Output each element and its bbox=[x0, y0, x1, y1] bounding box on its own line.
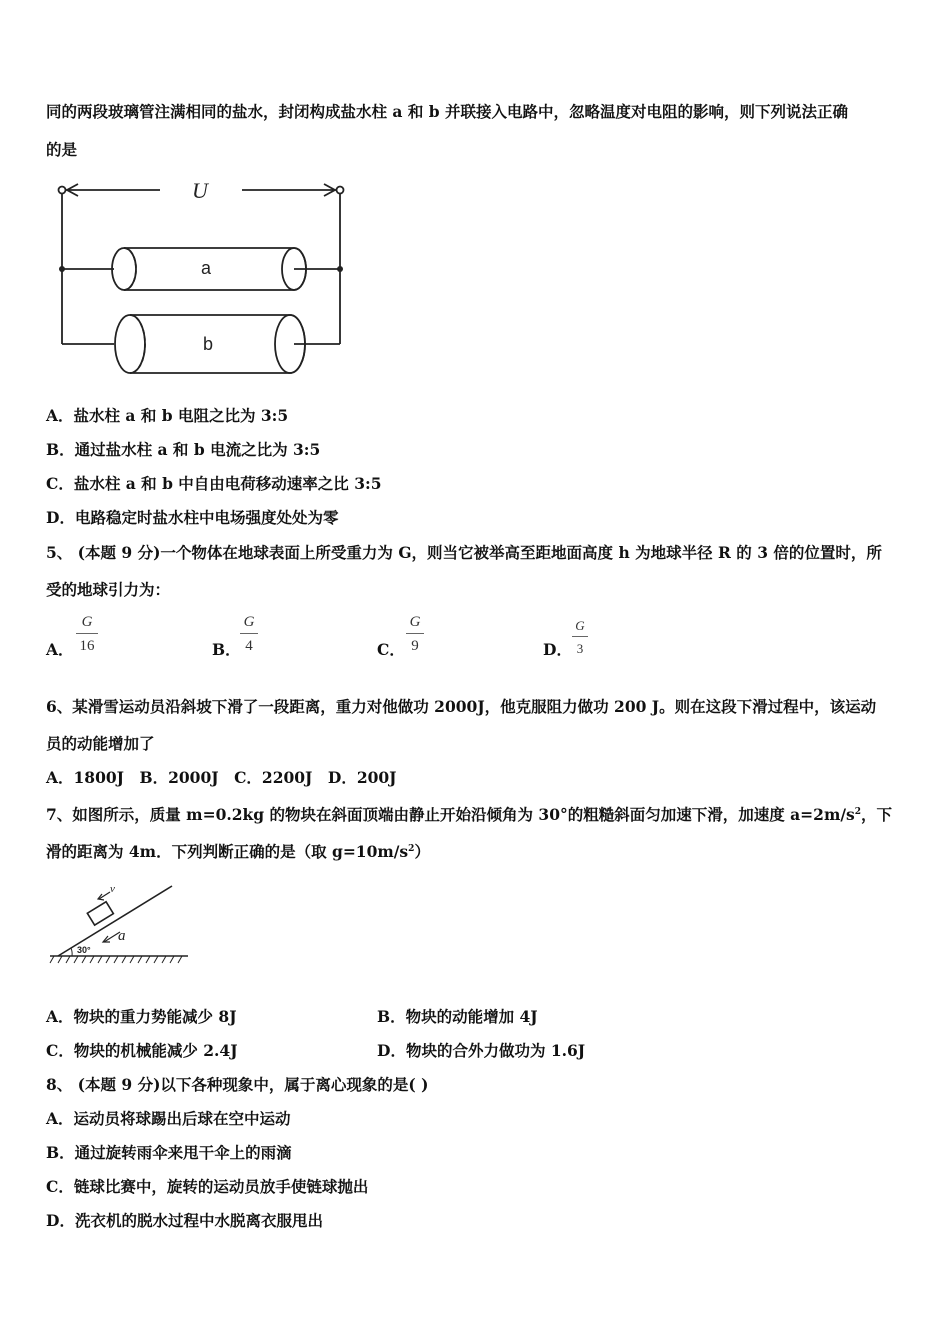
q4-option-a: A．盐水柱 a 和 b 电阻之比为 3:5 bbox=[46, 406, 289, 425]
q7-option-b: B．物块的动能增加 4J bbox=[377, 1007, 538, 1026]
q7-stem-line2-text: 滑的距离为 4m．下列判断正确的是（取 g=10m/s bbox=[46, 842, 409, 861]
q7-stem-line1-text: 7、如图所示，质量 m=0.2kg 的物块在斜面顶端由静止开始沿倾角为 30°的粗糙斜面匀加速下滑，加速度 a=2m/s bbox=[46, 805, 855, 824]
q7-option-a: A．物块的重力势能减少 8J bbox=[46, 1007, 237, 1026]
q5-option-a-denominator: 16 bbox=[79, 638, 95, 654]
q5-option-a-label: A． bbox=[46, 640, 74, 659]
q4-circuit-diagram bbox=[50, 172, 360, 390]
q5-option-a-numerator: G bbox=[76, 614, 98, 634]
angle-label: 30° bbox=[77, 945, 91, 955]
q5-option-c-denominator: 9 bbox=[411, 638, 419, 654]
q4-option-c: C．盐水柱 a 和 b 中自由电荷移动速率之比 3:5 bbox=[46, 474, 382, 493]
q7-option-c: C．物块的机械能减少 2.4J bbox=[46, 1041, 238, 1060]
accel-label: a bbox=[118, 928, 126, 944]
q5-option-a-fraction bbox=[76, 614, 98, 655]
q8-stem: 8、 (本题 9 分)以下各种现象中，属于离心现象的是( ) bbox=[46, 1075, 429, 1094]
q6-stem-line2: 员的动能增加了 bbox=[46, 734, 155, 753]
q8-option-b: B．通过旋转雨伞来甩干伞上的雨滴 bbox=[46, 1143, 292, 1162]
q5-option-b-numerator: G bbox=[240, 614, 258, 634]
q7-stem-line1-sup: 2 bbox=[854, 807, 861, 817]
q4-stem-line1: 同的两段玻璃管注满相同的盐水，封闭构成盐水柱 a 和 b 并联接入电路中，忽略温度对电阻的影响，则下列说法正确 bbox=[46, 102, 848, 121]
q7-stem-line2-sup: 2 bbox=[408, 844, 415, 854]
q7-stem-line2-tail: ） bbox=[414, 842, 430, 861]
q5-option-c-fraction bbox=[406, 614, 424, 655]
q4-stem-line2: 的是 bbox=[46, 140, 78, 159]
q5-option-d-fraction bbox=[572, 618, 588, 657]
q8-option-a: A．运动员将球踢出后球在空中运动 bbox=[46, 1109, 291, 1128]
q4-option-d: D．电路稳定时盐水柱中电场强度处处为零 bbox=[46, 508, 339, 527]
q5-option-d-denominator: 3 bbox=[576, 641, 584, 656]
q5-option-b-fraction bbox=[240, 614, 258, 655]
q5-stem-line1: 5、 (本题 9 分)一个物体在地球表面上所受重力为 G，则当它被举高至距地面高度 h 为地球半径 R 的 3 倍的位置时，所 bbox=[46, 543, 882, 562]
q6-options: A．1800J B．2000J C．2200J D．200J bbox=[46, 768, 397, 787]
q7-option-d: D．物块的合外力做功为 1.6J bbox=[377, 1041, 586, 1060]
q5-option-c-numerator: G bbox=[406, 614, 424, 634]
q5-option-d-label: D． bbox=[543, 640, 572, 659]
q5-option-c-label: C． bbox=[377, 640, 405, 659]
tube-b-label: b bbox=[202, 334, 214, 354]
q8-option-d: D．洗衣机的脱水过程中水脱离衣服甩出 bbox=[46, 1211, 323, 1230]
velocity-label: v bbox=[110, 883, 115, 895]
voltage-label: U bbox=[192, 178, 208, 203]
q5-option-b-denominator: 4 bbox=[245, 638, 253, 654]
q7-stem-line1 bbox=[46, 802, 892, 825]
q7-incline-diagram bbox=[44, 872, 200, 972]
q5-option-d-numerator: G bbox=[572, 618, 588, 637]
q8-option-c: C．链球比赛中，旋转的运动员放手使链球抛出 bbox=[46, 1177, 369, 1196]
tube-a-label: a bbox=[200, 258, 212, 278]
q5-option-b-label: B． bbox=[212, 640, 241, 659]
q4-option-b: B．通过盐水柱 a 和 b 电流之比为 3:5 bbox=[46, 440, 321, 459]
q7-stem-line2 bbox=[46, 839, 430, 862]
q7-stem-line1-tail: ，下 bbox=[861, 805, 893, 824]
q6-stem-line1: 6、某滑雪运动员沿斜坡下滑了一段距离，重力对他做功 2000J，他克服阻力做功 200 J。则在这段下滑过程中，该运动 bbox=[46, 697, 877, 716]
q5-stem-line2: 受的地球引力为： bbox=[46, 580, 171, 599]
